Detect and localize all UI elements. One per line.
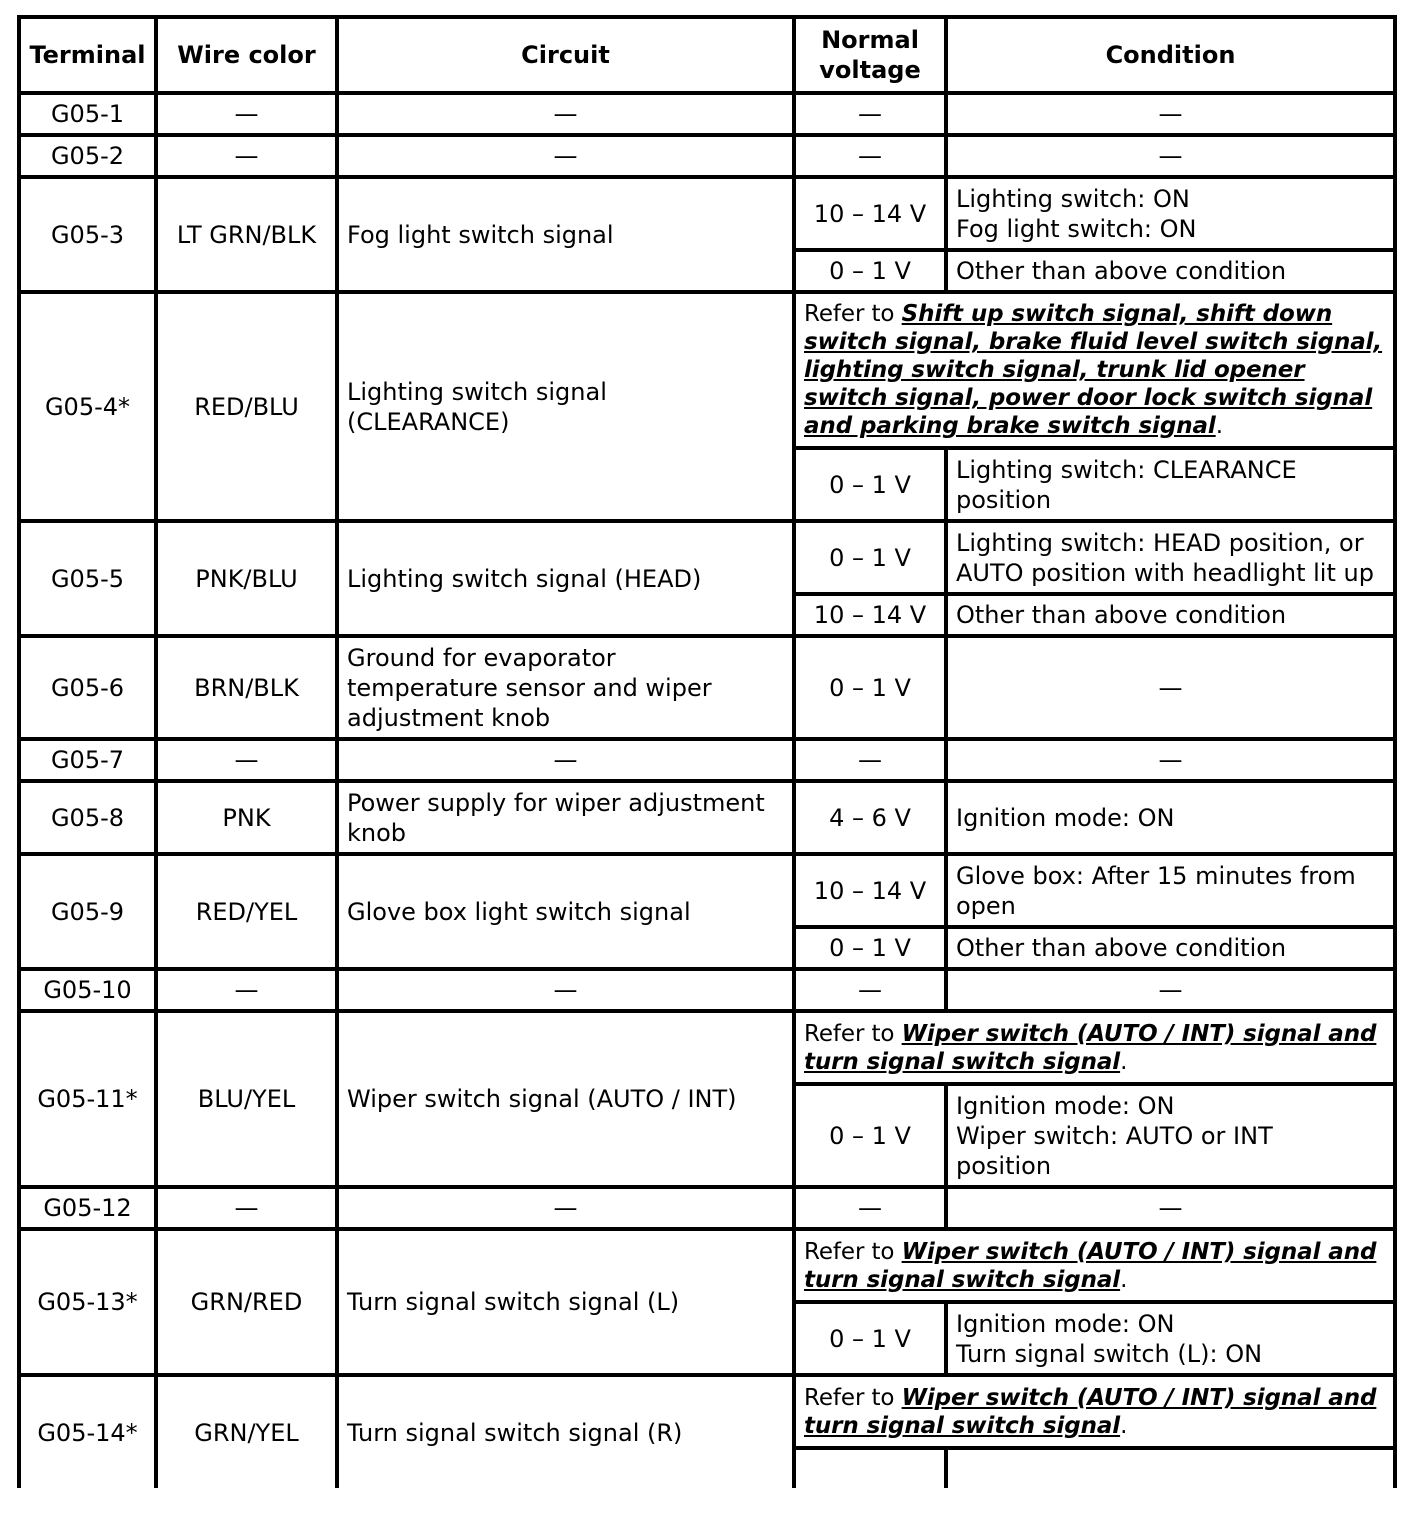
wire-color-cell: —: [156, 739, 337, 781]
circuit-cell: Turn signal switch signal (L): [337, 1229, 794, 1375]
circuit-cell: [337, 636, 794, 739]
voltage-cell: 0 – 1 V: [794, 448, 946, 521]
terminal-cell: G05-1: [19, 93, 156, 135]
header-wire-color: Wire color: [156, 17, 337, 93]
circuit-cell: Turn signal switch signal (R): [337, 1375, 794, 1488]
table-row: [19, 636, 1395, 739]
circuit-cell: —: [337, 739, 794, 781]
reference-suffix: .: [1120, 1048, 1128, 1075]
condition-cell: —: [946, 969, 1395, 1011]
wire-color-cell: GRN/RED: [156, 1229, 337, 1375]
condition-line: Turn signal switch (L): ON: [956, 1339, 1263, 1368]
condition-line: Wiper switch: AUTO or INT: [956, 1121, 1273, 1150]
table-row: [19, 1011, 1395, 1084]
wire-color-cell: —: [156, 969, 337, 1011]
voltage-cell: —: [794, 93, 946, 135]
condition-cell: —: [946, 135, 1395, 177]
circuit-cell: Wiper switch signal (AUTO / INT): [337, 1011, 794, 1187]
reference-link[interactable]: Wiper switch (AUTO / INT) signal and turn signal switch signal: [804, 1020, 1377, 1075]
voltage-cell: 0 – 1 V: [794, 521, 946, 594]
voltage-cell: —: [794, 739, 946, 781]
table-row: [19, 521, 1395, 594]
terminal-cell: G05-8: [19, 781, 156, 854]
terminal-table-container: [17, 15, 1397, 1488]
reference-prefix: Refer to: [804, 1020, 902, 1047]
voltage-cell: 0 – 1 V: [794, 927, 946, 969]
condition-cell: [946, 177, 1395, 250]
terminal-cell: G05-6: [19, 636, 156, 739]
condition-cell: [946, 448, 1395, 521]
condition-line: Glove box: After 15 minutes from: [956, 861, 1356, 890]
reference-link[interactable]: Shift up switch signal, shift down switch signal, brake fluid level switch signal, lighting switch signal, trunk lid opener switch signal, power door lock switch signal and parking brake switch signal: [804, 301, 1383, 439]
circuit-cell: [337, 292, 794, 521]
reference-suffix: .: [1120, 1266, 1128, 1293]
reference-link[interactable]: Wiper switch (AUTO / INT) signal and turn signal switch signal: [804, 1384, 1377, 1439]
circuit-cell: Lighting switch signal (HEAD): [337, 521, 794, 636]
voltage-cell: 10 – 14 V: [794, 854, 946, 927]
condition-line: Ignition mode: ON: [956, 1091, 1175, 1120]
voltage-cell: 10 – 14 V: [794, 177, 946, 250]
condition-cell: —: [946, 739, 1395, 781]
table-row: [19, 739, 1395, 781]
condition-line: position: [956, 485, 1052, 514]
voltage-cell: 0 – 1 V: [794, 636, 946, 739]
circuit-cell: —: [337, 969, 794, 1011]
wire-color-cell: —: [156, 135, 337, 177]
terminal-cell: G05-5: [19, 521, 156, 636]
header-row: [19, 17, 1395, 93]
circuit-line: adjustment knob: [347, 703, 551, 732]
terminal-cell: G05-7: [19, 739, 156, 781]
voltage-cell: 0 – 1 V: [794, 1302, 946, 1375]
wire-color-cell: BLU/YEL: [156, 1011, 337, 1187]
table-row: [19, 1187, 1395, 1229]
condition-cell: [946, 521, 1395, 594]
condition-line: Ignition mode: ON: [956, 1309, 1175, 1338]
voltage-cell: —: [794, 969, 946, 1011]
terminal-table: [17, 15, 1397, 1488]
reference-suffix: .: [1215, 413, 1223, 439]
circuit-cell: —: [337, 93, 794, 135]
table-row: [19, 93, 1395, 135]
condition-line: open: [956, 891, 1016, 920]
reference-cell: [794, 292, 1395, 448]
reference-prefix: Refer to: [804, 1384, 902, 1411]
table-row: [19, 135, 1395, 177]
table-row: [19, 781, 1395, 854]
circuit-cell: —: [337, 1187, 794, 1229]
condition-cell: Ignition mode: ON: [946, 781, 1395, 854]
header-circuit: Circuit: [337, 17, 794, 93]
reference-cell: [794, 1375, 1395, 1448]
condition-cell: Other than above condition: [946, 594, 1395, 636]
terminal-cell: G05-10: [19, 969, 156, 1011]
circuit-cell: [337, 781, 794, 854]
wire-color-cell: BRN/BLK: [156, 636, 337, 739]
voltage-cell: 10 – 14 V: [794, 594, 946, 636]
condition-cell: [946, 1448, 1395, 1488]
condition-cell: [946, 1084, 1395, 1187]
terminal-cell: G05-14*: [19, 1375, 156, 1488]
wire-color-cell: —: [156, 93, 337, 135]
condition-cell: [946, 1302, 1395, 1375]
reference-prefix: Refer to: [804, 301, 902, 327]
circuit-cell: Fog light switch signal: [337, 177, 794, 292]
wire-color-cell: PNK: [156, 781, 337, 854]
circuit-line: Power supply for wiper adjustment: [347, 788, 765, 817]
circuit-line: knob: [347, 818, 407, 847]
table-row: [19, 854, 1395, 927]
reference-cell: [794, 1229, 1395, 1302]
voltage-cell: [794, 1448, 946, 1488]
condition-line: Fog light switch: ON: [956, 214, 1197, 243]
reference-link[interactable]: Wiper switch (AUTO / INT) signal and turn signal switch signal: [804, 1238, 1377, 1293]
circuit-line: (CLEARANCE): [347, 407, 510, 436]
reference-cell: [794, 1011, 1395, 1084]
table-row: [19, 1229, 1395, 1302]
voltage-cell: —: [794, 135, 946, 177]
condition-cell: —: [946, 1187, 1395, 1229]
voltage-cell: 0 – 1 V: [794, 1084, 946, 1187]
condition-cell: Other than above condition: [946, 250, 1395, 292]
circuit-line: Ground for evaporator: [347, 643, 616, 672]
wire-color-cell: —: [156, 1187, 337, 1229]
terminal-cell: G05-2: [19, 135, 156, 177]
condition-cell: —: [946, 93, 1395, 135]
terminal-cell: G05-11*: [19, 1011, 156, 1187]
header-normal-voltage: Normal voltage: [794, 17, 946, 93]
terminal-cell: G05-4*: [19, 292, 156, 521]
table-row: [19, 969, 1395, 1011]
terminal-cell: G05-12: [19, 1187, 156, 1229]
voltage-cell: 4 – 6 V: [794, 781, 946, 854]
circuit-cell: —: [337, 135, 794, 177]
circuit-line: temperature sensor and wiper: [347, 673, 712, 702]
wire-color-cell: PNK/BLU: [156, 521, 337, 636]
reference-prefix: Refer to: [804, 1238, 902, 1265]
terminal-cell: G05-13*: [19, 1229, 156, 1375]
condition-line: position: [956, 1151, 1052, 1180]
circuit-cell: Glove box light switch signal: [337, 854, 794, 969]
reference-suffix: .: [1120, 1412, 1128, 1439]
wire-color-cell: RED/BLU: [156, 292, 337, 521]
wire-color-cell: GRN/YEL: [156, 1375, 337, 1488]
condition-cell: Other than above condition: [946, 927, 1395, 969]
table-row: [19, 292, 1395, 448]
voltage-cell: —: [794, 1187, 946, 1229]
circuit-line: Lighting switch signal: [347, 377, 607, 406]
condition-line: Lighting switch: CLEARANCE: [956, 455, 1297, 484]
table-row: [19, 177, 1395, 250]
condition-cell: [946, 854, 1395, 927]
condition-line: Lighting switch: ON: [956, 184, 1190, 213]
condition-cell: —: [946, 636, 1395, 739]
terminal-cell: G05-9: [19, 854, 156, 969]
wire-color-cell: RED/YEL: [156, 854, 337, 969]
header-terminal: Terminal: [19, 17, 156, 93]
wire-color-cell: LT GRN/BLK: [156, 177, 337, 292]
voltage-cell: 0 – 1 V: [794, 250, 946, 292]
table-row: [19, 1375, 1395, 1448]
header-condition: Condition: [946, 17, 1395, 93]
terminal-cell: G05-3: [19, 177, 156, 292]
condition-line: AUTO position with headlight lit up: [956, 558, 1374, 587]
condition-line: Lighting switch: HEAD position, or: [956, 528, 1364, 557]
